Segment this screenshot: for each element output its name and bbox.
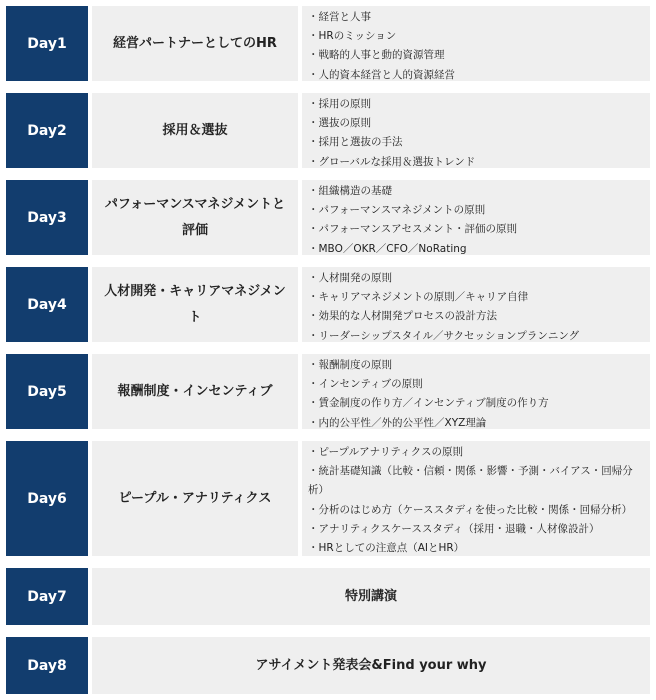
day-label: Day1 bbox=[6, 6, 88, 81]
topic-item: ・人材開発の原則 bbox=[308, 272, 392, 284]
topic-item: ・効果的な人材開発プロセスの設計方法 bbox=[308, 310, 497, 323]
topic-item: ・内的公平性／外的公平性／XYZ理論 bbox=[308, 416, 487, 429]
day-label: Day3 bbox=[6, 180, 88, 255]
day-label: Day4 bbox=[6, 267, 88, 342]
topic-list bbox=[302, 93, 650, 168]
session-title: 採用＆選抜 bbox=[92, 93, 298, 168]
topic-item: ・採用と選抜の手法 bbox=[308, 136, 403, 149]
topic-item: ・HRとしての注意点（AIとHR） bbox=[308, 542, 465, 555]
session-title: 特別講演 bbox=[92, 568, 650, 625]
day-label: Day6 bbox=[6, 441, 88, 556]
session-title: 報酬制度・インセンティブ bbox=[92, 354, 298, 429]
topic-item: ・報酬制度の原則 bbox=[308, 359, 392, 371]
topic-item: ・統計基礎知識（比較・信頼・関係・影響・予測・バイアス・回帰分析） bbox=[308, 465, 633, 497]
day-label: Day2 bbox=[6, 93, 88, 168]
topic-list bbox=[302, 267, 650, 342]
day-label: Day7 bbox=[6, 568, 88, 625]
topic-item: ・選抜の原則 bbox=[308, 117, 371, 130]
topic-item: ・経営と人事 bbox=[308, 11, 371, 23]
topic-list bbox=[302, 354, 650, 429]
schedule-row-day3 bbox=[6, 180, 650, 255]
topic-list bbox=[302, 6, 650, 81]
topic-item: ・採用の原則 bbox=[308, 98, 371, 110]
topic-item: ・組織構造の基礎 bbox=[308, 185, 392, 197]
topic-item: ・リーダーシップスタイル／サクセッションプランニング bbox=[308, 329, 580, 342]
topic-item: ・インセンティブの原則 bbox=[308, 378, 423, 391]
schedule-row-day7 bbox=[6, 568, 650, 625]
session-title: パフォーマンスマネジメントと評価 bbox=[92, 180, 298, 255]
topic-item: ・賃金制度の作り方／インセンティブ制度の作り方 bbox=[308, 397, 549, 410]
schedule-row-day8 bbox=[6, 637, 650, 694]
topic-item: ・ピープルアナリティクスの原則 bbox=[308, 446, 463, 458]
topic-item: ・アナリティクスケーススタディ（採用・退職・人材像設計） bbox=[308, 522, 600, 535]
topic-list bbox=[302, 441, 650, 556]
topic-item: ・HRのミッション bbox=[308, 30, 397, 43]
session-title: 人材開発・キャリアマネジメント bbox=[92, 267, 298, 342]
session-title: アサイメント発表会&Find your why bbox=[92, 637, 650, 694]
schedule-row-day2 bbox=[6, 93, 650, 168]
schedule-row-day1 bbox=[6, 6, 650, 81]
schedule-row-day5 bbox=[6, 354, 650, 429]
topic-item: ・人的資本経営と人的資源経営 bbox=[308, 68, 455, 81]
topic-list bbox=[302, 180, 650, 255]
session-title: 経営パートナーとしてのHR bbox=[92, 6, 298, 81]
topic-item: ・戦略的人事と動的資源管理 bbox=[308, 49, 445, 62]
topic-item: ・グローバルな採用＆選抜トレンド bbox=[308, 155, 476, 168]
session-title: ピープル・アナリティクス bbox=[92, 441, 298, 556]
schedule-row-day4 bbox=[6, 267, 650, 342]
topic-item: ・分析のはじめ方（ケーススタディを使った比較・関係・回帰分析） bbox=[308, 503, 633, 516]
day-label: Day5 bbox=[6, 354, 88, 429]
topic-item: ・MBO／OKR／CFO／NoRating bbox=[308, 242, 467, 255]
topic-item: ・パフォーマンスアセスメント・評価の原則 bbox=[308, 223, 518, 236]
topic-item: ・パフォーマンスマネジメントの原則 bbox=[308, 204, 486, 217]
day-label: Day8 bbox=[6, 637, 88, 694]
topic-item: ・キャリアマネジメントの原則／キャリア自律 bbox=[308, 291, 529, 304]
schedule-row-day6 bbox=[6, 441, 650, 556]
